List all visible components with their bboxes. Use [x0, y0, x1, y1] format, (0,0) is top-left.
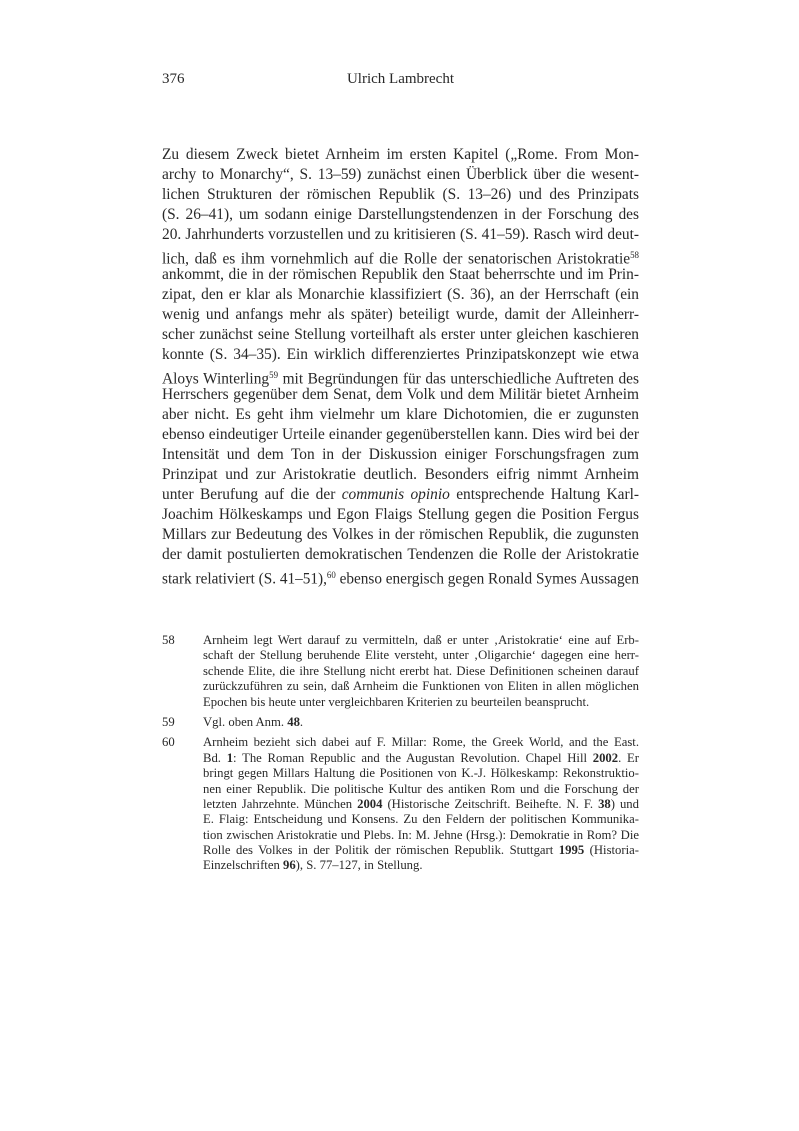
- body-text-line: [162, 365, 639, 388]
- footnote-text-line: [203, 828, 639, 843]
- line-content: [203, 735, 639, 750]
- text-segment: mit Begründungen für das unterschiedliche Auftreten des: [278, 370, 639, 388]
- body-text-line: [162, 425, 639, 445]
- bold-number: 96: [282, 858, 296, 873]
- footnote-number: 58: [162, 633, 175, 647]
- text-segment: Millars zur Bedeutung des Volkes in der römischen Republik, die zugunsten: [162, 526, 639, 543]
- text-segment: ankommt, die in der römischen Republik den Staat beherrschte und im Prin-: [162, 266, 639, 283]
- text-segment: ebenso eindeutiger Urteile einander gegenüberstellen kann. Dies wird bei der: [162, 426, 639, 443]
- text-segment: Rolle des Volkes in der Politik der römischen Republik. Stuttgart: [203, 843, 559, 858]
- footnote-text-line: [203, 648, 639, 663]
- bold-number: 1: [226, 750, 234, 765]
- bold-number: 2004: [357, 796, 383, 811]
- text-segment: E. Flaig: Entscheidung und Konsens. Zu den Feldern der politischen Kommunika-: [203, 812, 639, 827]
- text-segment: konnte (S. 34–35). Ein wirklich differenziertes Prinzipatskonzept wie etwa: [162, 346, 639, 363]
- body-text-line: [162, 445, 639, 465]
- text-segment: unter Berufung auf die der: [162, 486, 342, 503]
- running-title: Ulrich Lambrecht: [346, 71, 455, 87]
- bold-number: 38: [598, 796, 611, 811]
- footnote-58: [162, 633, 639, 710]
- line-content: [162, 305, 639, 325]
- text-segment: scher zunächst seine Stellung vorteilhaft als erster unter gleichen kaschieren: [162, 326, 639, 343]
- text-segment: Einzelschriften: [203, 858, 283, 873]
- text-segment: : The Roman Republic and the Augustan Revolution. Chapel Hill: [233, 750, 593, 765]
- line-content: [162, 345, 639, 365]
- text-segment: (S. 26–41), um sodann einige Darstellungstendenzen in der Forschung des: [162, 206, 639, 223]
- line-content: [162, 465, 639, 485]
- footnote-ref: 60: [326, 570, 336, 580]
- footnote-number: 59: [162, 714, 175, 729]
- text-segment: nen einer Republik. Die politische Kultur des antiken Rom und die Forschung der: [203, 781, 639, 796]
- line-content: [203, 751, 639, 766]
- text-segment: schaft der Stellung beruhende Elite versteht, unter ‚Oligarchie‘ dagegen eine herr-: [203, 648, 639, 663]
- line-content: [162, 165, 639, 185]
- text-segment: Prinzipat und zur Aristokratie deutlich. Besonders eifrig nimmt Arnheim: [162, 466, 639, 483]
- line-content: [162, 545, 639, 565]
- footnote-text-line: [203, 812, 639, 827]
- line-content: [162, 205, 639, 225]
- footnote-lines-60: [203, 735, 639, 874]
- text-segment: 20. Jahrhunderts vorzustellen und zu kritisieren (S. 41–59). Rasch wird deut-: [162, 226, 639, 243]
- text-segment: stark relativiert (S. 41–51),: [162, 570, 327, 588]
- text-segment: ), S. 77–127, in Stellung.: [295, 858, 423, 873]
- line-content: [162, 145, 639, 165]
- body-text-line: [162, 145, 639, 165]
- line-content: [203, 828, 639, 843]
- body-text-line: [162, 325, 639, 345]
- line-content: [203, 812, 639, 827]
- line-content: [162, 505, 639, 525]
- page-header: [162, 70, 639, 90]
- footnote-text-line: [203, 843, 639, 858]
- text-segment: Vgl. oben Anm.: [203, 714, 288, 729]
- text-segment: (Historische Zeitschrift. Beihefte. N. F.: [382, 796, 599, 811]
- footnote-lines-59: [203, 715, 639, 730]
- body-text-line: [162, 165, 639, 185]
- footnote-text-line: [203, 782, 639, 797]
- body-text-line: [162, 265, 639, 285]
- body-paragraph: [162, 145, 640, 588]
- text-segment: wenig und anfangs mehr als später) beteiligt wurde, damit der Alleinherr-: [162, 306, 639, 323]
- text-segment: lich, daß es ihm vornehmlich auf die Rolle der senatorischen Aristokratie: [162, 250, 631, 268]
- footnote-ref: 59: [269, 370, 279, 380]
- page-number: 376: [162, 71, 185, 87]
- text-segment: ) und: [610, 796, 639, 811]
- footnote-lines-58: [203, 633, 639, 710]
- body-text-line: [162, 545, 639, 565]
- text-segment: Aloys Winterling: [162, 370, 270, 388]
- line-content: [203, 664, 639, 679]
- footnote-59: [162, 715, 639, 730]
- text-segment: . Er: [618, 750, 639, 765]
- text-segment: entsprechende Haltung Karl-: [449, 486, 640, 503]
- footnote-number: 60: [162, 735, 175, 750]
- line-content: [162, 425, 639, 445]
- line-content: [162, 185, 639, 205]
- line-content: [162, 225, 639, 245]
- line-content: [162, 285, 639, 305]
- text-segment: ebenso energisch gegen Ronald Symes Aussagen: [335, 570, 639, 588]
- line-content: [162, 565, 639, 590]
- text-segment: bringt gegen Millars Haltung die Positionen von K.-J. Hölkeskamp: Rekonstruktio-: [203, 766, 639, 781]
- footnote-text-line: [203, 715, 639, 730]
- footnote-text-line: [203, 858, 639, 873]
- line-content: [162, 265, 639, 285]
- footnote-ref: 58: [630, 250, 639, 260]
- body-text-line: [162, 565, 639, 588]
- line-content: [203, 715, 303, 730]
- body-text-line: [162, 385, 639, 405]
- line-content: [203, 695, 589, 710]
- footnote-text-line: [203, 695, 639, 710]
- text-segment: Arnheim legt Wert darauf zu vermitteln, daß er unter ‚Aristokratie‘ eine auf Erb-: [203, 633, 639, 647]
- line-content: [203, 766, 639, 781]
- footnote-text-line: [203, 797, 639, 812]
- footnotes-section: [162, 633, 639, 879]
- line-content: [203, 679, 639, 694]
- text-segment: Bd.: [203, 750, 227, 765]
- line-content: [203, 797, 639, 812]
- line-content: [162, 485, 639, 505]
- italic-phrase: communis opinio: [341, 486, 450, 503]
- text-segment: (Historia-: [584, 843, 639, 858]
- text-segment: letzten Jahrzehnte. München: [203, 796, 358, 811]
- footnote-text-line: [203, 735, 639, 750]
- body-text-line: [162, 185, 639, 205]
- text-segment: Epochen bis heute unter vergleichbaren Kriterien zu beurteilen beansprucht.: [203, 694, 590, 709]
- line-content: [203, 648, 639, 663]
- line-content: [162, 385, 639, 405]
- line-content: [162, 325, 639, 345]
- body-text-line: [162, 485, 639, 505]
- body-text-line: [162, 205, 639, 225]
- bold-number: 1995: [558, 843, 585, 858]
- body-text-line: [162, 245, 639, 268]
- text-segment: lichen Strukturen der römischen Republik (S. 13–26) und des Prinzipats: [162, 186, 639, 203]
- text-segment: Intensität und dem Ton in der Diskussion einiger Forschungsfragen zum: [162, 446, 639, 463]
- bold-number: 2002: [592, 750, 619, 765]
- body-text-line: [162, 305, 639, 325]
- footnote-60: [162, 735, 639, 874]
- body-text-line: [162, 285, 639, 305]
- text-segment: .: [299, 714, 304, 729]
- text-segment: archy to Monarchy“, S. 13–59) zunächst einen Überblick über die wesent-: [162, 166, 639, 183]
- body-text-line: [162, 345, 639, 365]
- text-segment: Joachim Hölkeskamps und Egon Flaigs Stellung gegen die Position Fergus: [162, 506, 639, 523]
- text-segment: schende Elite, die ihre Stellung nicht ererbt hat. Diese Definitionen scheinen darauf: [203, 663, 639, 678]
- footnote-text-line: [203, 751, 639, 766]
- bold-number: 48: [287, 714, 300, 729]
- line-content: [162, 445, 639, 465]
- text-segment: Arnheim bezieht sich dabei auf F. Millar: Rome, the Greek World, and the East.: [203, 735, 639, 750]
- text-segment: aber nicht. Es geht ihm vielmehr um klare Dichotomien, die er zugunsten: [162, 406, 639, 423]
- text-segment: Herrschers gegenüber dem Senat, dem Volk und dem Militär bietet Arnheim: [162, 386, 639, 403]
- body-text-line: [162, 405, 639, 425]
- text-segment: zipat, den er klar als Monarchie klassifiziert (S. 36), an der Herrschaft (ein: [162, 286, 639, 303]
- text-segment: zurückzuführen zu sein, daß Arnheim die Funktionen von Eliten in allen möglichen: [203, 679, 639, 694]
- body-text-line: [162, 225, 639, 245]
- line-content: [203, 843, 639, 858]
- line-content: [162, 525, 639, 545]
- line-content: [203, 633, 639, 648]
- line-content: [203, 858, 423, 873]
- footnote-text-line: [203, 633, 639, 648]
- body-text-line: [162, 465, 639, 485]
- text-segment: tion zwischen Aristokratie und Plebs. In: M. Jehne (Hrsg.): Demokratie in Rom? Die: [203, 827, 639, 842]
- footnote-text-line: [203, 679, 639, 694]
- text-segment: Zu diesem Zweck bietet Arnheim im ersten Kapitel („Rome. From Mon-: [162, 146, 639, 163]
- line-content: [203, 782, 639, 797]
- line-content: [162, 405, 639, 425]
- body-text-line: [162, 525, 639, 545]
- text-segment: der damit postulierten demokratischen Tendenzen die Rolle der Aristokratie: [162, 546, 639, 563]
- footnote-text-line: [203, 664, 639, 679]
- footnote-text-line: [203, 766, 639, 781]
- body-text-line: [162, 505, 639, 525]
